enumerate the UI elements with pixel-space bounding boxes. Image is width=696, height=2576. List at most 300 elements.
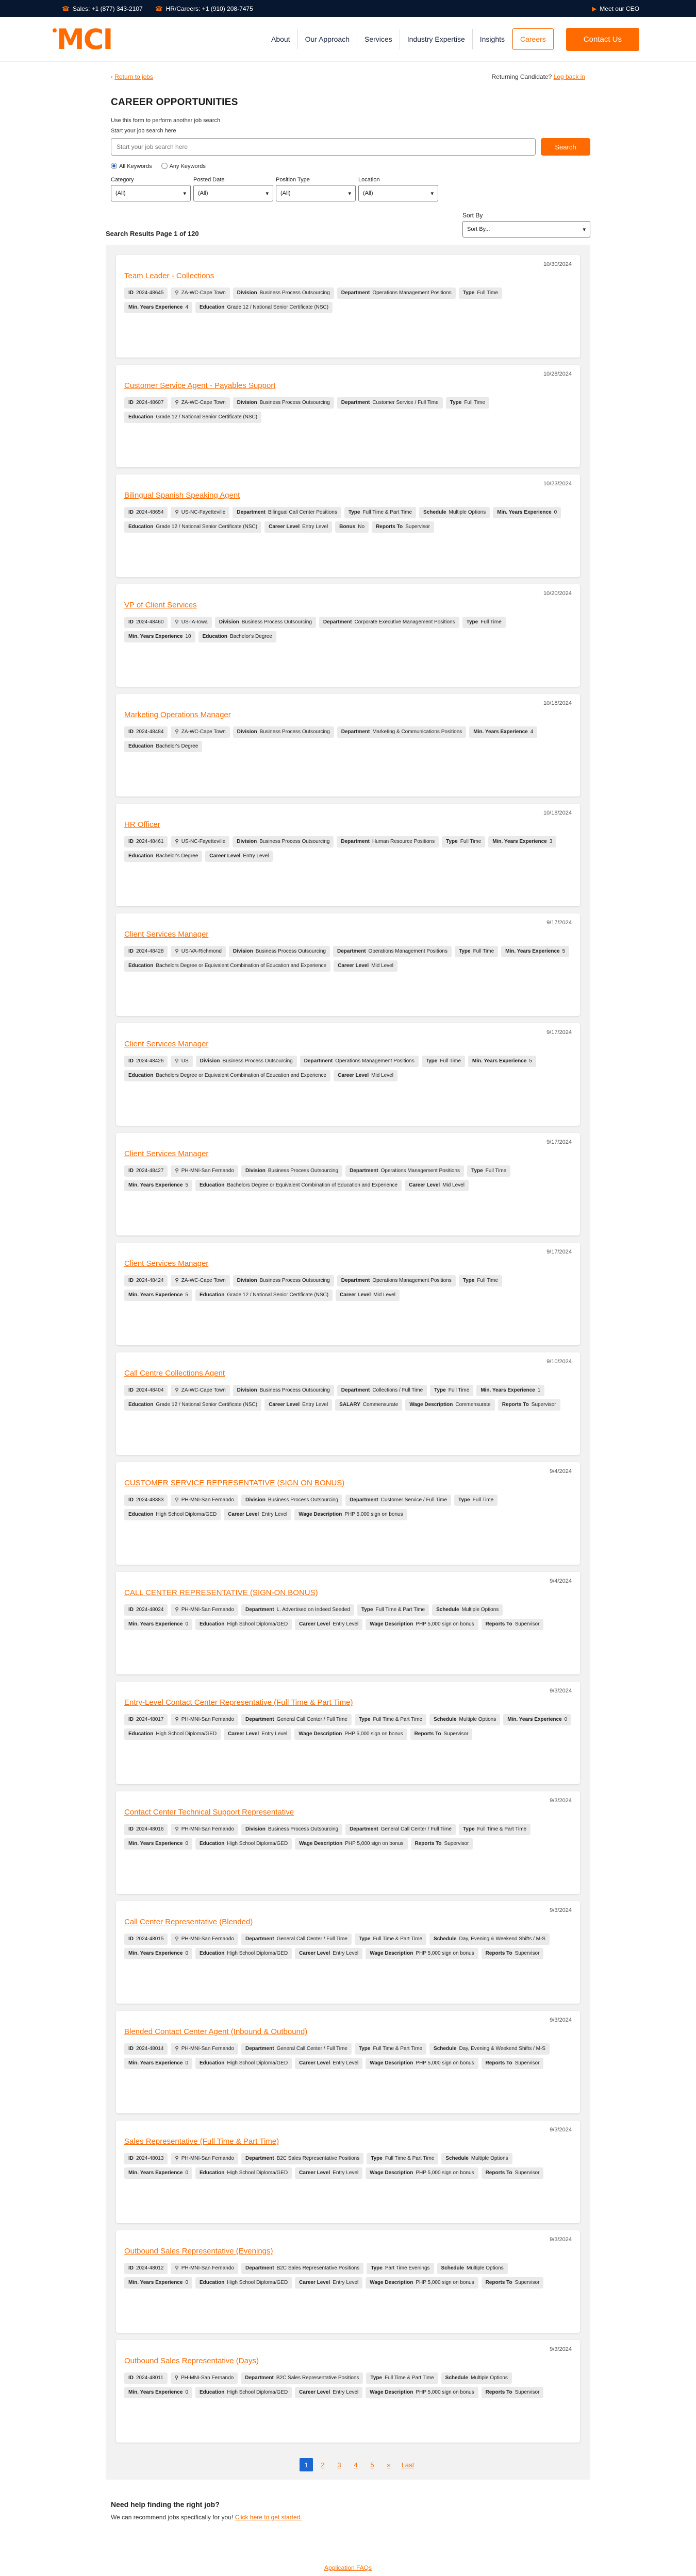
job-tag: ID 2024-48428 — [124, 946, 168, 957]
job-tag: Wage Description PHP 5,000 sign on bonus — [294, 1728, 407, 1740]
job-tag: ID 2024-48013 — [124, 2153, 168, 2164]
category-label: Category — [111, 177, 134, 183]
job-tag: Department Customer Service / Full Time — [345, 1495, 451, 1506]
nav-industry-expertise[interactable]: Industry Expertise — [400, 29, 473, 49]
job-title-link[interactable]: Blended Contact Center Agent (Inbound & Outbound) — [124, 2027, 308, 2036]
job-tag: Career Level Mid Level — [334, 960, 397, 972]
job-tag: ⚲ PH-MNI-San Fernando — [171, 1824, 238, 1835]
job-tags — [124, 2263, 572, 2289]
search-hint: Use this form to perform another job search — [111, 117, 221, 124]
job-tag: Education High School Diploma/GED — [195, 2387, 292, 2398]
job-search-input[interactable] — [111, 138, 536, 156]
job-tag: Career Level Mid Level — [405, 1180, 469, 1191]
job-tag: Division Business Process Outsourcing — [241, 1495, 342, 1506]
job-title-link[interactable]: CALL CENTER REPRESENTATIVE (SIGN-ON BONUS) — [124, 1588, 318, 1597]
search-label: Start your job search here — [111, 128, 176, 134]
job-tag: Career Level Entry Level — [224, 1728, 291, 1740]
top-contact-bar — [0, 0, 696, 17]
job-tags — [124, 1275, 572, 1301]
job-tags — [124, 726, 572, 752]
job-tag: Career Level Mid Level — [334, 1070, 397, 1081]
job-tag: Department General Call Center / Full Time — [241, 1714, 352, 1725]
job-tags — [124, 287, 572, 313]
job-tag: Min. Years Experience 0 — [124, 2387, 192, 2398]
map-pin-icon: ⚲ — [175, 948, 179, 954]
site-header — [0, 17, 696, 62]
job-tag: Career Level Entry Level — [224, 1509, 291, 1520]
job-tag: ⚲ ZA-WC-Cape Town — [171, 397, 229, 409]
job-posted-date: 10/30/2024 — [543, 261, 572, 267]
job-title-link[interactable]: Client Services Manager — [124, 1259, 209, 1268]
job-tag: ID 2024-48461 — [124, 836, 168, 848]
job-card — [116, 365, 580, 467]
map-pin-icon: ⚲ — [175, 1826, 179, 1832]
job-tag: Education High School Diploma/GED — [195, 2058, 292, 2069]
job-tag: Reports To Supervisor — [482, 2277, 544, 2289]
job-tag: Type Full Time — [459, 287, 502, 299]
job-tag: ID 2024-48654 — [124, 507, 168, 518]
job-tag: Min. Years Experience 4 — [124, 302, 192, 313]
job-tag: Department Corporate Executive Management Positions — [319, 617, 459, 628]
job-tag: Career Level Entry Level — [295, 2277, 362, 2289]
job-tag: Type Full Time & Part Time — [357, 1604, 429, 1616]
job-tag: Reports To Supervisor — [411, 1838, 473, 1850]
job-tag: Department Bilingual Call Center Positions — [233, 507, 341, 518]
video-icon: ▶ — [592, 5, 597, 12]
job-title-link[interactable]: Entry-Level Contact Center Representative (Full Time & Part Time) — [124, 1698, 353, 1707]
job-tag: Wage Description PHP 5,000 sign on bonus — [366, 2387, 478, 2398]
job-card — [116, 804, 580, 906]
page-1-link[interactable]: 1 — [300, 2458, 313, 2471]
job-tag: Schedule Multiple Options — [441, 2153, 512, 2164]
job-tag: Reports To Supervisor — [482, 2058, 544, 2069]
job-tags — [124, 1934, 572, 1959]
location-select[interactable]: (All) ▾ — [358, 185, 438, 201]
returning-candidate-text: Returning Candidate? — [491, 73, 552, 80]
job-tag: ⚲ PH-MNI-San Fernando — [171, 1714, 238, 1725]
job-tag: ID 2024-48426 — [124, 1056, 168, 1067]
job-tag: Type Full Time — [467, 1165, 510, 1177]
job-tag: ID 2024-48424 — [124, 1275, 168, 1286]
map-pin-icon: ⚲ — [175, 2046, 179, 2052]
job-posted-date: 9/3/2024 — [550, 1798, 572, 1804]
job-tag: ⚲ PH-MNI-San Fernando — [171, 1495, 238, 1506]
category-select[interactable]: (All) ▾ — [111, 185, 191, 201]
job-card — [116, 1243, 580, 1345]
job-tag: Min. Years Experience 5 — [468, 1056, 536, 1067]
job-tag: Min. Years Experience 0 — [124, 2167, 192, 2179]
job-card — [116, 1462, 580, 1565]
job-tag: Career Level Entry Level — [295, 1948, 362, 1959]
job-tag: Schedule Multiple Options — [432, 1604, 503, 1616]
job-tag: Department Operations Management Positions — [337, 1275, 456, 1286]
job-title-link[interactable]: Marketing Operations Manager — [124, 710, 231, 719]
job-tag: Career Level Mid Level — [336, 1290, 400, 1301]
job-tag: Department General Call Center / Full Time — [241, 1934, 352, 1945]
job-tag: Type Full Time — [446, 397, 489, 409]
position-type-label: Position Type — [276, 177, 310, 183]
posted-date-select[interactable]: (All) ▾ — [193, 185, 273, 201]
job-tag: Type Full Time & Part Time — [355, 1934, 426, 1945]
job-tag: Type Full Time — [454, 1495, 498, 1506]
job-title-link[interactable]: Call Centre Collections Agent — [124, 1369, 225, 1378]
job-tag: Education High School Diploma/GED — [195, 2277, 292, 2289]
job-card — [116, 913, 580, 1016]
job-tag: Type Full Time & Part Time — [355, 1714, 426, 1725]
job-tags — [124, 2153, 572, 2179]
job-tag: Department B2C Sales Representative Positions — [241, 2263, 363, 2274]
contact-us-button[interactable]: Contact Us — [566, 28, 639, 51]
hr-phone-link[interactable]: ☎ HR/Careers: +1 (910) 208-7475 — [155, 5, 253, 12]
job-tag: Type Full Time & Part Time — [344, 507, 416, 518]
job-tag: Type Full Time — [422, 1056, 465, 1067]
job-tag: Division Business Process Outsourcing — [241, 1824, 342, 1835]
job-card — [116, 1133, 580, 1235]
job-tag: ID 2024-48607 — [124, 397, 168, 409]
job-tag: Career Level Entry Level — [264, 1399, 332, 1411]
job-tags — [124, 1495, 572, 1520]
log-back-in-link[interactable]: Log back in — [553, 73, 585, 80]
job-tag: Schedule Multiple Options — [419, 507, 490, 518]
job-tag: ⚲ PH-MNI-San Fernando — [171, 1604, 238, 1616]
job-tag: Wage Description Commensurate — [405, 1399, 494, 1411]
job-tag: Department General Call Center / Full Time — [241, 2043, 352, 2055]
map-pin-icon: ⚲ — [175, 400, 179, 405]
job-tag: Reports To Supervisor — [482, 2167, 544, 2179]
nav-careers[interactable]: Careers — [512, 28, 554, 50]
job-tag: ⚲ US-IA-Iowa — [171, 617, 211, 628]
job-tag: Education Bachelors Degree or Equivalent Combination of Education and Experience — [195, 1180, 402, 1191]
job-tag: Career Level Entry Level — [295, 2058, 362, 2069]
job-tag: Department Operations Management Positions — [337, 287, 456, 299]
job-tag: Wage Description PHP 5,000 sign on bonus — [366, 2277, 478, 2289]
map-pin-icon: ⚲ — [175, 1497, 179, 1503]
job-tag: Min. Years Experience 0 — [124, 2277, 192, 2289]
job-tags — [124, 1056, 572, 1081]
chevron-down-icon: ▾ — [348, 190, 351, 197]
job-posted-date: 10/28/2024 — [543, 371, 572, 377]
job-card — [116, 1023, 580, 1126]
job-tag: Schedule Multiple Options — [441, 2372, 512, 2384]
get-started-link[interactable]: Click here to get started. — [235, 2514, 302, 2521]
job-tag: Min. Years Experience 10 — [124, 631, 195, 642]
job-tag: ID 2024-48015 — [124, 1934, 168, 1945]
job-tags — [124, 617, 572, 642]
job-tag: Education Grade 12 / National Senior Certificate (NSC) — [195, 302, 333, 313]
page-4-link[interactable]: 4 — [354, 2461, 358, 2469]
nav-services[interactable]: Services — [357, 29, 400, 49]
job-tag: Wage Description PHP 5,000 sign on bonus — [295, 1838, 407, 1850]
job-tag: Type Full Time & Part Time — [367, 2153, 438, 2164]
job-tag: Department Marketing & Communications Positions — [337, 726, 467, 738]
map-pin-icon: ⚲ — [175, 729, 179, 735]
job-tag: Department General Call Center / Full Time — [345, 1824, 456, 1835]
job-tag: Division Business Process Outsourcing — [215, 617, 316, 628]
job-tag: Min. Years Experience 5 — [501, 946, 569, 957]
job-tag: Wage Description PHP 5,000 sign on bonus — [366, 1619, 478, 1630]
job-tag: Reports To Supervisor — [482, 1619, 544, 1630]
chevron-down-icon: ▾ — [430, 190, 434, 197]
job-posted-date: 9/3/2024 — [550, 2346, 572, 2352]
next-page-link[interactable]: » — [387, 2461, 391, 2469]
job-title-link[interactable]: VP of Client Services — [124, 601, 197, 609]
job-card — [116, 584, 580, 687]
help-text: We can recommend jobs specifically for you! — [111, 2514, 234, 2521]
job-posted-date: 9/3/2024 — [550, 2017, 572, 2023]
job-tag: ⚲ US-NC-Fayetteville — [171, 507, 229, 518]
job-posted-date: 9/3/2024 — [550, 1688, 572, 1694]
application-faqs-link[interactable]: Application FAQs — [324, 2564, 372, 2571]
job-tag: Min. Years Experience 5 — [124, 1180, 192, 1191]
nav-our-approach[interactable]: Our Approach — [298, 29, 357, 49]
job-tags — [124, 1824, 572, 1850]
job-title-link[interactable]: Outbound Sales Representative (Days) — [124, 2357, 259, 2365]
sort-select[interactable]: Sort By... ▾ — [462, 221, 590, 238]
return-to-jobs-link[interactable]: Return to jobs — [114, 73, 154, 80]
job-title-link[interactable]: Sales Representative (Full Time & Part Time) — [124, 2137, 279, 2146]
posted-date-label: Posted Date — [193, 177, 225, 183]
map-pin-icon: ⚲ — [175, 1607, 179, 1613]
job-tag: Career Level Entry Level — [205, 851, 273, 862]
job-tag: ID 2024-48017 — [124, 1714, 168, 1725]
job-tag: ⚲ ZA-WC-Cape Town — [171, 1275, 229, 1286]
job-tag: ⚲ PH-MNI-San Fernando — [171, 2372, 238, 2384]
job-card — [116, 2340, 580, 2443]
job-title-link[interactable]: Customer Service Agent - Payables Support — [124, 381, 276, 390]
job-tag: Min. Years Experience 5 — [124, 1290, 192, 1301]
job-tags — [124, 507, 572, 533]
job-tag: ⚲ ZA-WC-Cape Town — [171, 726, 229, 738]
job-tag: Department Human Resource Positions — [337, 836, 439, 848]
job-tag: ⚲ PH-MNI-San Fernando — [171, 2043, 238, 2055]
nav-about[interactable]: About — [264, 29, 298, 49]
job-tag: Division Business Process Outsourcing — [229, 946, 330, 957]
job-tag: Wage Description PHP 5,000 sign on bonus — [366, 2167, 478, 2179]
job-tag: Min. Years Experience 0 — [124, 2058, 192, 2069]
job-tag: Division Business Process Outsourcing — [233, 836, 334, 848]
meet-ceo-link[interactable]: ▶ Meet our CEO — [592, 5, 639, 12]
job-tag: Education High School Diploma/GED — [195, 1838, 292, 1850]
chevron-down-icon: ▾ — [583, 226, 586, 233]
job-posted-date: 9/4/2024 — [550, 1578, 572, 1584]
job-tag: Department Operations Management Positions — [345, 1165, 464, 1177]
page-3-link[interactable]: 3 — [337, 2461, 341, 2469]
job-posted-date: 9/17/2024 — [546, 1139, 572, 1145]
job-tag: Min. Years Experience 0 — [124, 1838, 192, 1850]
job-tag: SALARY Commensurate — [335, 1399, 402, 1411]
sales-phone-link[interactable]: ☎ Sales: +1 (877) 343-2107 — [62, 5, 143, 12]
job-tag: Schedule Day, Evening & Weekend Shifts / M-S — [429, 2043, 550, 2055]
last-page-link[interactable]: Last — [401, 2461, 415, 2469]
job-tag: Education Grade 12 / National Senior Certificate (NSC) — [195, 1290, 333, 1301]
job-title-link[interactable]: Bilingual Spanish Speaking Agent — [124, 491, 240, 500]
search-button[interactable]: Search — [541, 138, 590, 156]
job-posted-date: 10/18/2024 — [543, 700, 572, 706]
main-nav — [264, 28, 639, 51]
job-tag: ID 2024-48383 — [124, 1495, 168, 1506]
job-tag: Schedule Multiple Options — [429, 1714, 500, 1725]
chevron-left-icon: ‹ — [111, 73, 115, 80]
all-keywords-radio[interactable]: All Keywords — [111, 163, 152, 170]
job-title-link[interactable]: Client Services Manager — [124, 1040, 209, 1048]
job-tag: Career Level Entry Level — [264, 521, 332, 533]
job-tags — [124, 1714, 572, 1740]
map-pin-icon: ⚲ — [175, 839, 179, 844]
page-5-link[interactable]: 5 — [370, 2461, 374, 2469]
pagination — [116, 2458, 580, 2471]
job-card — [116, 2121, 580, 2223]
job-card — [116, 1682, 580, 1784]
job-title-link[interactable]: Client Services Manager — [124, 930, 209, 939]
map-pin-icon: ⚲ — [174, 2375, 178, 2381]
position-type-select[interactable]: (All) ▾ — [276, 185, 356, 201]
job-tags — [124, 397, 572, 423]
job-tag: Reports To Supervisor — [410, 1728, 473, 1740]
job-tag: ⚲ PH-MNI-San Fernando — [171, 1934, 238, 1945]
job-results-list — [106, 245, 590, 2480]
job-tag: ⚲ PH-MNI-San Fernando — [171, 1165, 238, 1177]
job-tag: Education High School Diploma/GED — [195, 1619, 292, 1630]
job-tag: ⚲ PH-MNI-San Fernando — [171, 2153, 238, 2164]
job-tag: ID 2024-48645 — [124, 287, 168, 299]
job-posted-date: 10/20/2024 — [543, 590, 572, 597]
job-tag: Min. Years Experience 3 — [488, 836, 556, 848]
job-tag: Type Full Time & Part Time — [459, 1824, 531, 1835]
any-keywords-radio[interactable]: Any Keywords — [161, 163, 206, 170]
map-pin-icon: ⚲ — [175, 2156, 179, 2161]
job-tag: Education High School Diploma/GED — [124, 1728, 221, 1740]
job-tag: Reports To Supervisor — [482, 2387, 544, 2398]
job-tag: Education Bachelors Degree or Equivalent Combination of Education and Experience — [124, 960, 330, 972]
page-2-link[interactable]: 2 — [321, 2461, 325, 2469]
job-tag: Min. Years Experience 0 — [493, 507, 561, 518]
job-tag: ⚲ US — [171, 1056, 192, 1067]
job-tag: Division Business Process Outsourcing — [233, 397, 334, 409]
job-tag: Division Business Process Outsourcing — [241, 1165, 342, 1177]
job-tag: Education High School Diploma/GED — [124, 1509, 221, 1520]
job-tags — [124, 946, 572, 972]
job-tag: Division Business Process Outsourcing — [233, 726, 334, 738]
job-card — [116, 1791, 580, 1894]
job-tag: Min. Years Experience 4 — [469, 726, 537, 738]
job-tag: Education Bachelor's Degree — [124, 851, 202, 862]
job-tag: ID 2024-48012 — [124, 2263, 168, 2274]
job-tag: Department Operations Management Positions — [300, 1056, 419, 1067]
job-posted-date: 9/17/2024 — [546, 1029, 572, 1036]
map-pin-icon: ⚲ — [175, 1717, 179, 1722]
job-tag: Type Full Time — [455, 946, 498, 957]
job-tag: Type Full Time — [462, 617, 506, 628]
job-tags — [124, 836, 572, 862]
job-tag: Wage Description PHP 5,000 sign on bonus — [294, 1509, 407, 1520]
job-posted-date: 10/18/2024 — [543, 810, 572, 816]
job-tags — [124, 2372, 572, 2398]
results-count: Search Results Page 1 of 120 — [106, 230, 199, 238]
mci-logo[interactable]: MCI — [57, 23, 112, 56]
chevron-down-icon: ▾ — [266, 190, 269, 197]
job-tag: Wage Description PHP 5,000 sign on bonus — [366, 1948, 478, 1959]
job-posted-date: 9/3/2024 — [550, 2127, 572, 2133]
job-tag: Type Full Time — [430, 1385, 473, 1396]
job-tag: Type Full Time & Part Time — [366, 2372, 438, 2384]
job-tag: Division Business Process Outsourcing — [233, 1275, 334, 1286]
job-tag: Division Business Process Outsourcing — [196, 1056, 297, 1067]
job-tag: Type Full Time — [442, 836, 485, 848]
job-tag: Type Part Time Evenings — [367, 2263, 434, 2274]
location-label: Location — [358, 177, 380, 183]
job-posted-date: 10/23/2024 — [543, 481, 572, 487]
phone-icon: ☎ — [155, 5, 163, 12]
job-card — [116, 2011, 580, 2113]
job-card — [116, 1352, 580, 1455]
map-pin-icon: ⚲ — [175, 1387, 179, 1393]
map-pin-icon: ⚲ — [175, 1936, 179, 1942]
job-title-link[interactable]: Contact Center Technical Support Representative — [124, 1808, 294, 1817]
job-posted-date: 9/17/2024 — [546, 1249, 572, 1255]
map-pin-icon: ⚲ — [175, 290, 179, 296]
job-title-link[interactable]: Call Center Representative (Blended) — [124, 1918, 253, 1926]
job-posted-date: 9/10/2024 — [546, 1359, 572, 1365]
job-tag: Bonus No — [335, 521, 369, 533]
job-posted-date: 9/3/2024 — [550, 2236, 572, 2243]
job-card — [116, 694, 580, 796]
sort-label: Sort By — [462, 212, 483, 219]
job-tags — [124, 1385, 572, 1411]
job-title-link[interactable]: Client Services Manager — [124, 1149, 209, 1158]
job-tag: ⚲ PH-MNI-San Fernando — [171, 2263, 238, 2274]
job-tag: ID 2024-48016 — [124, 1824, 168, 1835]
job-title-link[interactable]: Team Leader - Collections — [124, 272, 214, 280]
job-tag: Education High School Diploma/GED — [195, 2167, 292, 2179]
job-tag: ⚲ US-VA-Richmond — [171, 946, 226, 957]
job-card — [116, 255, 580, 358]
map-pin-icon: ⚲ — [175, 2265, 179, 2271]
job-tag: Department B2C Sales Representative Positions — [241, 2153, 363, 2164]
job-tag: ⚲ ZA-WC-Cape Town — [171, 287, 229, 299]
chevron-down-icon: ▾ — [183, 190, 186, 197]
job-tag: ID 2024-48404 — [124, 1385, 168, 1396]
job-title-link[interactable]: HR Officer — [124, 820, 160, 829]
page-title: CAREER OPPORTUNITIES — [111, 97, 238, 108]
job-tag: Education Bachelors Degree or Equivalent Combination of Education and Experience — [124, 1070, 330, 1081]
help-title: Need help finding the right job? — [111, 2500, 220, 2509]
job-tag: Career Level Entry Level — [295, 2387, 362, 2398]
nav-insights[interactable]: Insights — [473, 29, 512, 49]
job-tag: Education High School Diploma/GED — [195, 1948, 292, 1959]
job-tag: Min. Years Experience 0 — [124, 1619, 192, 1630]
job-tag: Reports To Supervisor — [498, 1399, 560, 1411]
job-tag: Career Level Entry Level — [295, 2167, 362, 2179]
job-tag: Type Full Time & Part Time — [355, 2043, 426, 2055]
job-posted-date: 9/4/2024 — [550, 1468, 572, 1475]
job-tag: Department Operations Management Positions — [333, 946, 452, 957]
map-pin-icon: ⚲ — [175, 1168, 179, 1174]
job-tag: ID 2024-48011 — [124, 2372, 168, 2384]
job-tag: ⚲ US-NC-Fayetteville — [171, 836, 229, 848]
job-tag: Wage Description PHP 5,000 sign on bonus — [366, 2058, 478, 2069]
job-title-link[interactable]: Outbound Sales Representative (Evenings) — [124, 2247, 273, 2256]
job-tag: Division Business Process Outsourcing — [233, 1385, 334, 1396]
job-title-link[interactable]: CUSTOMER SERVICE REPRESENTATIVE (SIGN ON BONUS) — [124, 1479, 345, 1487]
job-tag: Min. Years Experience 1 — [476, 1385, 544, 1396]
job-card — [116, 1901, 580, 2004]
careers-content — [106, 62, 590, 2571]
job-tag: ID 2024-48024 — [124, 1604, 168, 1616]
job-tag: Min. Years Experience 0 — [503, 1714, 571, 1725]
job-card — [116, 1572, 580, 1674]
job-tag: ID 2024-48014 — [124, 2043, 168, 2055]
job-tag: Division Business Process Outsourcing — [233, 287, 334, 299]
